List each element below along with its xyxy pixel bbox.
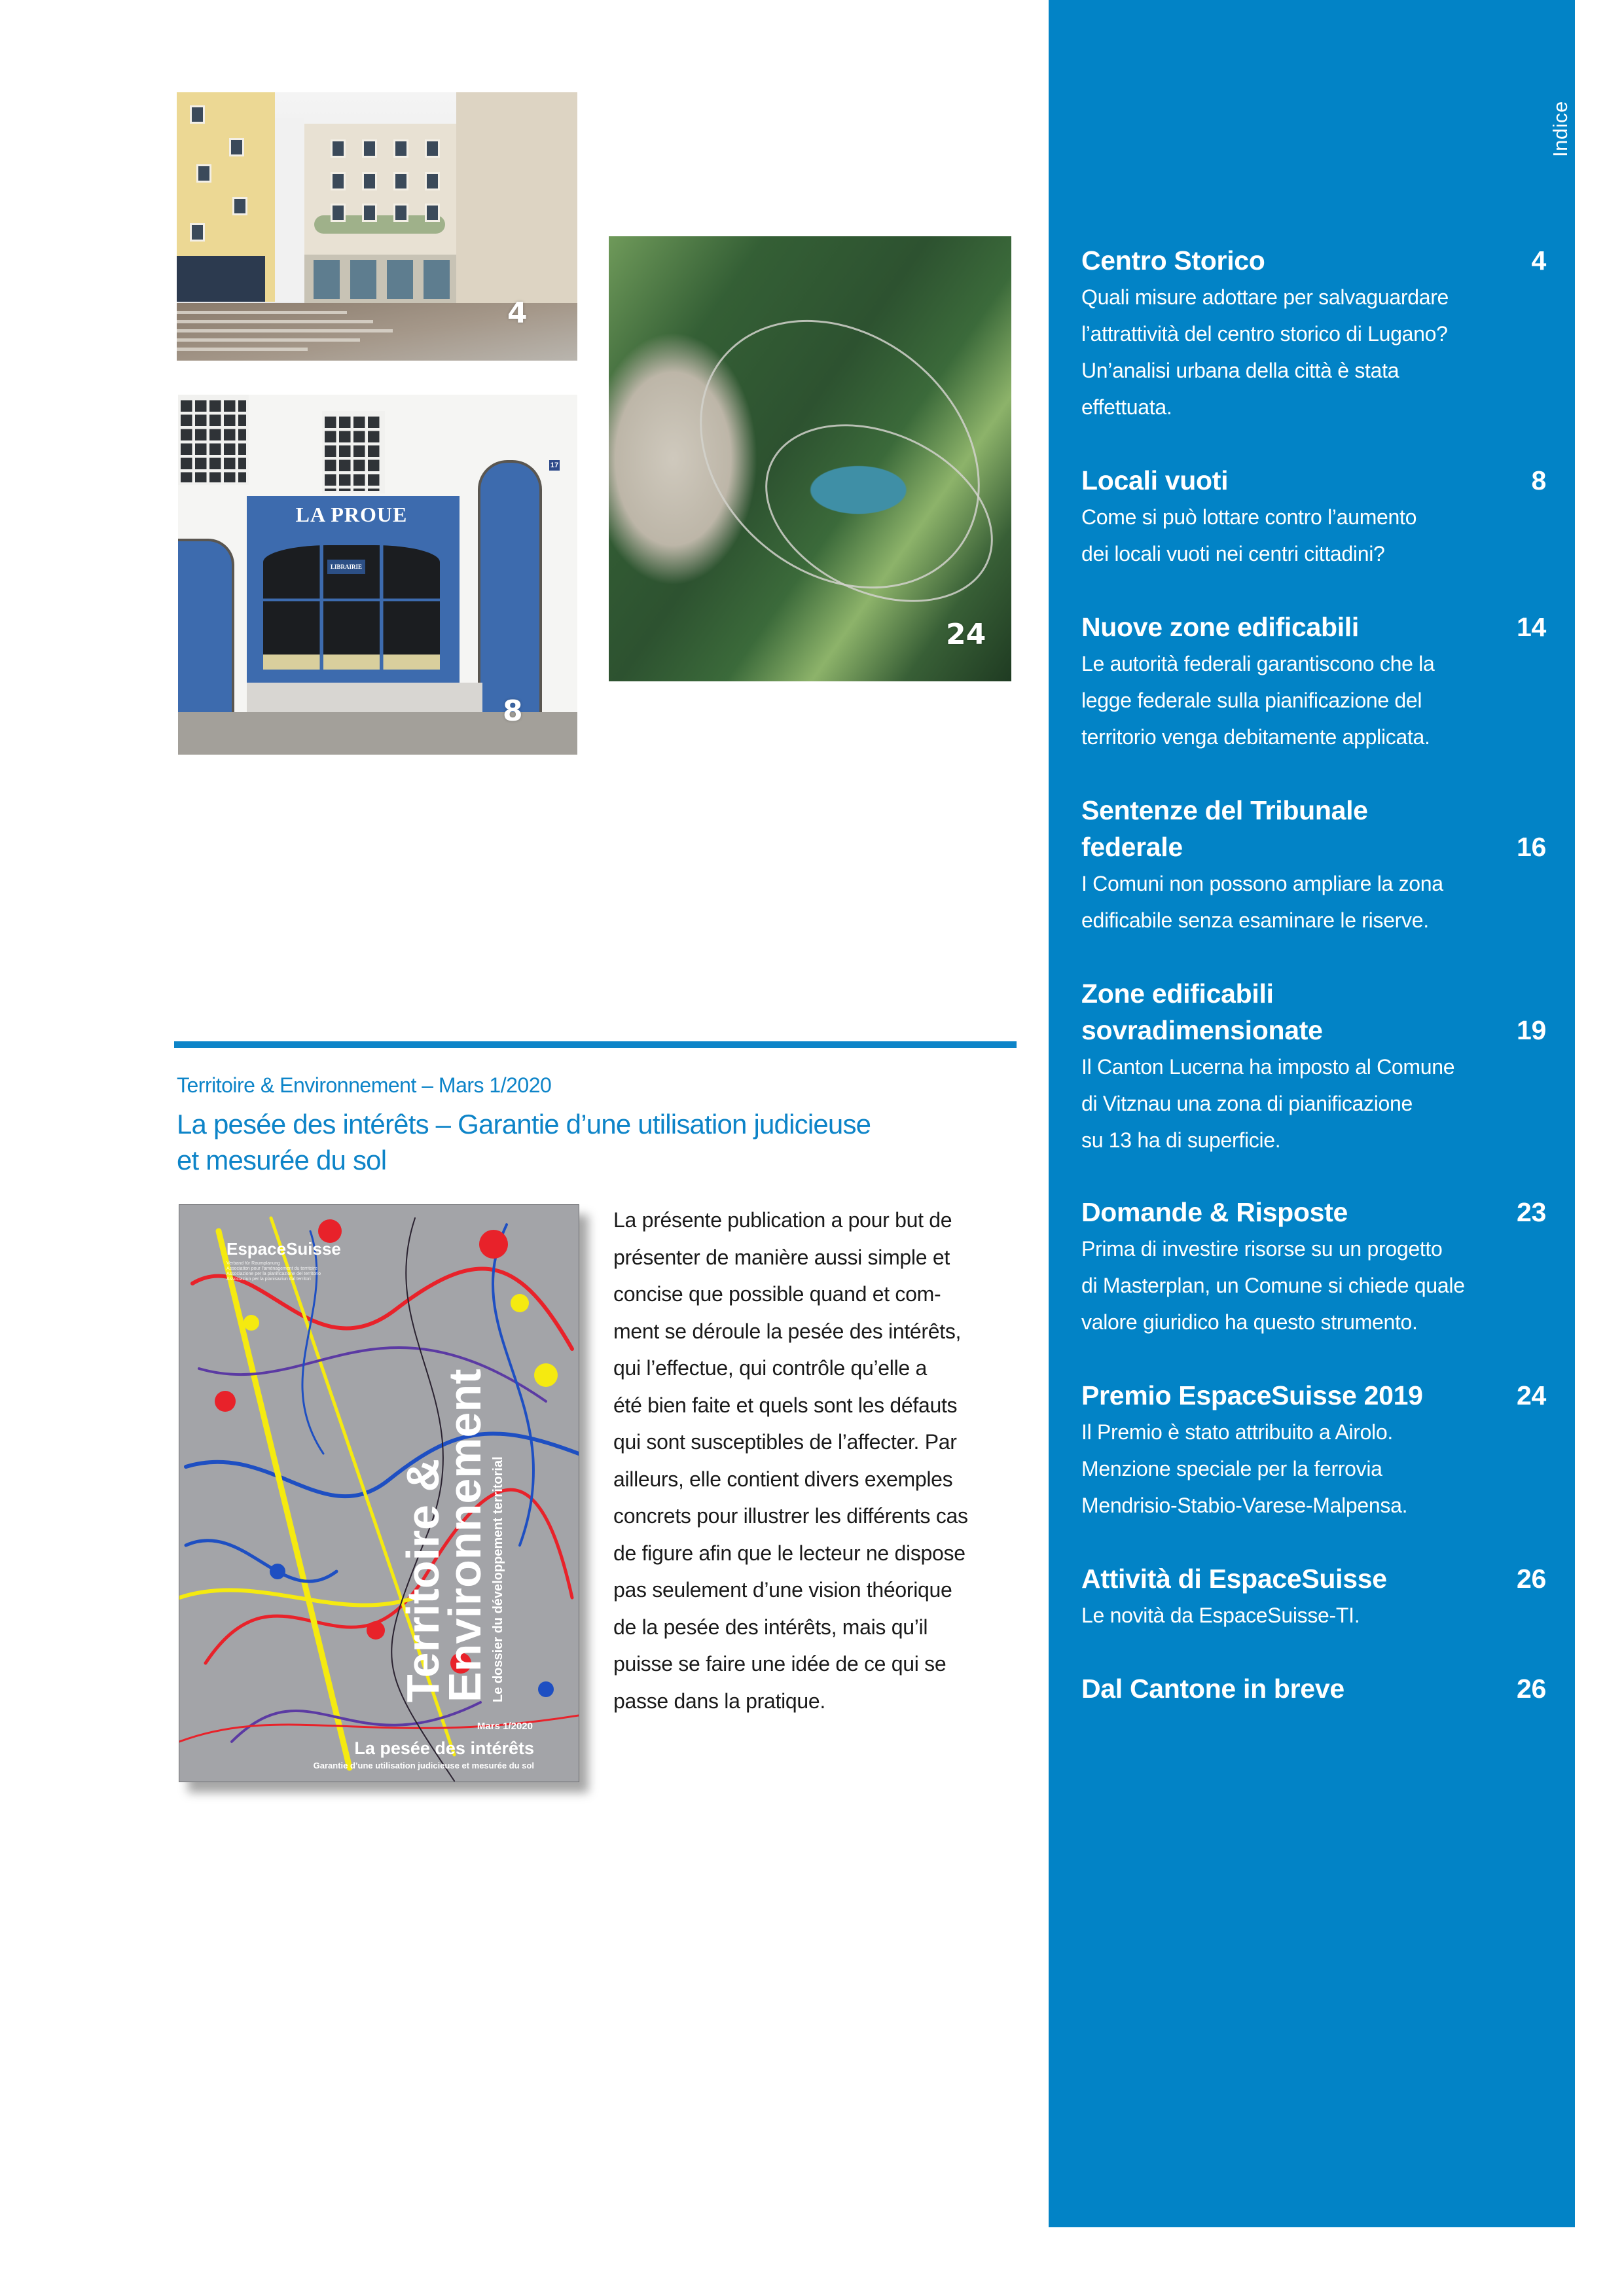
toc-title xyxy=(1081,609,1546,645)
toc-desc-line: Il Canton Lucerna ha imposto al Comune xyxy=(1081,1055,1455,1079)
toc-desc-line: l’attrattività del centro storico di Lugano? xyxy=(1081,322,1448,346)
cover-vertical-title xyxy=(397,1369,490,1702)
toc-entry-centro-storico[interactable] xyxy=(1081,242,1546,425)
toc-entry-domande-risposte[interactable] xyxy=(1081,1194,1546,1340)
cover-vertical-title-line: Territoire & xyxy=(397,1458,448,1702)
cover-association-lines xyxy=(226,1261,321,1282)
toc-desc-line: territorio venga debitamente applicata. xyxy=(1081,725,1430,749)
cover-date: Mars 1/2020 xyxy=(477,1721,533,1732)
toc-page-number: 24 xyxy=(1516,1380,1546,1410)
photo-door-left xyxy=(178,539,234,718)
toc-title xyxy=(1081,792,1546,865)
toc-desc-line: Menzione speciale per la ferrovia xyxy=(1081,1457,1382,1480)
toc-desc-line: valore giuridico ha questo strumento. xyxy=(1081,1310,1418,1334)
photo-page-number: 24 xyxy=(946,618,986,651)
toc-entry-sentenze-tribunale-federale[interactable] xyxy=(1081,792,1546,939)
body-line: présenter de manière aussi simple et xyxy=(613,1245,950,1269)
toc-desc-line: su 13 ha di superficie. xyxy=(1081,1128,1281,1152)
toc-page-number: 23 xyxy=(1516,1197,1546,1227)
toc-description xyxy=(1081,1049,1546,1158)
cover-association-line: Associazione per la pianificazione del territorio xyxy=(226,1272,321,1276)
toc-description xyxy=(1081,499,1546,572)
cover-subtitle: Garantie d’une utilisation judicieuse et mesurée du sol xyxy=(313,1761,534,1770)
cover-artwork xyxy=(179,1205,579,1782)
toc-entry-dal-cantone-in-breve[interactable] xyxy=(1081,1670,1546,1707)
index-label: Indice xyxy=(1549,101,1572,157)
toc-description xyxy=(1081,1230,1546,1340)
book-cover xyxy=(179,1204,579,1782)
toc-entry-locali-vuoti[interactable] xyxy=(1081,462,1546,572)
body-line: La présente publication a pour but de xyxy=(613,1208,952,1232)
body-line: passe dans la pratique. xyxy=(613,1689,825,1713)
toc-title-text: Attività di EspaceSuisse xyxy=(1081,1564,1387,1594)
toc-entry-nuove-zone-edificabili[interactable] xyxy=(1081,609,1546,755)
photo-arcade xyxy=(304,255,456,304)
cover-association-line: Association pour l’aménagement du territoire xyxy=(226,1266,317,1271)
toc-description xyxy=(1081,865,1546,939)
toc-desc-line: Prima di investire risorse su un progetto xyxy=(1081,1237,1443,1261)
toc-description xyxy=(1081,1597,1546,1634)
photo-window-middle xyxy=(322,411,385,493)
toc-page-number: 26 xyxy=(1516,1674,1546,1704)
photo-page-number: 8 xyxy=(503,694,523,728)
photo-plinth xyxy=(247,683,482,712)
photo-shopfront xyxy=(177,256,265,302)
toc-title-text: sovradimensionate xyxy=(1081,1015,1323,1045)
photo-librairie-label: LIBRAIRIE xyxy=(327,560,365,574)
toc-desc-line: di Masterplan, un Comune si chiede quale xyxy=(1081,1274,1465,1297)
body-line: pas seulement d’une vision théorique xyxy=(613,1578,952,1602)
toc-desc-line: Le novità da EspaceSuisse-TI. xyxy=(1081,1604,1360,1627)
photo-lugano-centro-storico xyxy=(177,92,577,361)
photo-window-left xyxy=(178,395,249,485)
toc-desc-line: Le autorità federali garantiscono che la xyxy=(1081,652,1435,675)
toc-desc-line: Mendrisio-Stabio-Varese-Malpensa. xyxy=(1081,1494,1408,1517)
toc-title xyxy=(1081,1560,1546,1597)
toc-title xyxy=(1081,462,1546,499)
body-line: de figure afin que le lecteur ne dispose xyxy=(613,1541,965,1565)
toc-title-text: Centro Storico xyxy=(1081,245,1265,276)
body-line: été bien faite et quels sont les défauts xyxy=(613,1393,958,1417)
toc-desc-line: effettuata. xyxy=(1081,395,1172,419)
body-line: concise que possible quand et com- xyxy=(613,1282,941,1306)
toc-title-text: Dal Cantone in breve xyxy=(1081,1674,1344,1704)
cover-association-line: Associaziun per la planisaziun dal territori xyxy=(226,1277,311,1282)
body-line: ment se déroule la pesée des intérêts, xyxy=(613,1319,962,1343)
toc-page-number: 14 xyxy=(1516,612,1546,642)
publication-kicker: Territoire & Environnement – Mars 1/2020 xyxy=(177,1073,552,1097)
toc-entry-premio-espacesuisse-2019[interactable] xyxy=(1081,1377,1546,1524)
body-line: ailleurs, elle contient divers exemples xyxy=(613,1467,953,1491)
toc-entry-attivita-espacesuisse[interactable] xyxy=(1081,1560,1546,1634)
toc-page-number: 19 xyxy=(1516,1015,1546,1045)
toc-description xyxy=(1081,645,1546,755)
toc-page-number: 16 xyxy=(1516,832,1546,862)
toc-title-text: Premio EspaceSuisse 2019 xyxy=(1081,1380,1423,1410)
toc-desc-line: Il Premio è stato attribuito a Airolo. xyxy=(1081,1420,1393,1444)
photo-airolo-aerial xyxy=(609,236,1011,681)
cover-vertical-title-line: Environnement xyxy=(439,1369,490,1702)
publication-title-line: La pesée des intérêts – Garantie d’une utilisation judicieuse xyxy=(177,1109,871,1139)
toc-desc-line: I Comuni non possono ampliare la zona xyxy=(1081,872,1443,895)
toc-description xyxy=(1081,1414,1546,1524)
publication-description xyxy=(613,1202,1019,1719)
toc-entry-zone-edificabili-sovradimensionate[interactable] xyxy=(1081,975,1546,1158)
toc-title xyxy=(1081,1194,1546,1230)
section-divider xyxy=(174,1041,1017,1048)
toc-desc-line: legge federale sulla pianificazione del xyxy=(1081,689,1422,712)
toc-title xyxy=(1081,1377,1546,1414)
body-line: qui l’effectue, qui contrôle qu’elle a xyxy=(613,1356,928,1380)
toc-desc-line: Quali misure adottare per salvaguardare xyxy=(1081,285,1449,309)
toc-title-text: Locali vuoti xyxy=(1081,465,1229,495)
body-line: de la pesée des intérêts, mais qu’il xyxy=(613,1615,928,1639)
toc-title xyxy=(1081,242,1546,279)
toc-desc-line: edificabile senza esaminare le riserve. xyxy=(1081,908,1429,932)
toc-desc-line: Un’analisi urbana della città è stata xyxy=(1081,359,1399,382)
photo-building-white xyxy=(275,118,304,302)
toc-title-text: Domande & Risposte xyxy=(1081,1197,1348,1227)
toc-page-number: 4 xyxy=(1531,245,1546,276)
cover-association-line: Verband für Raumplanung xyxy=(226,1261,280,1266)
toc-desc-line: di Vitznau una zona di pianificazione xyxy=(1081,1092,1413,1115)
photo-shop-sign: LA PROUE xyxy=(295,503,408,526)
body-line: puisse se faire une idée de ce qui se xyxy=(613,1652,947,1676)
toc-description xyxy=(1081,279,1546,425)
toc-title-text: federale xyxy=(1081,832,1183,862)
publication-title-line: et mesurée du sol xyxy=(177,1145,387,1175)
photo-house-number: 17 xyxy=(550,461,559,469)
toc-title-text: Nuove zone edificabili xyxy=(1081,612,1359,642)
photo-page-number: 4 xyxy=(507,296,528,330)
publication-title xyxy=(177,1106,1021,1178)
photo-building-right xyxy=(456,92,577,308)
cover-brand-logo: EspaceSuisse xyxy=(226,1239,341,1259)
toc-title xyxy=(1081,1670,1546,1707)
toc-desc-line: dei locali vuoti nei centri cittadini? xyxy=(1081,542,1385,565)
toc-title xyxy=(1081,975,1546,1049)
cover-vertical-subtitle: Le dossier du développement territorial xyxy=(491,1456,505,1702)
toc-page-number: 8 xyxy=(1531,465,1546,495)
photo-la-proue-shopfront xyxy=(178,395,577,755)
toc-title-text: Zone edificabili xyxy=(1081,978,1274,1009)
toc-page-number: 26 xyxy=(1516,1564,1546,1594)
body-line: qui sont susceptibles de l’affecter. Par xyxy=(613,1430,957,1454)
photo-door-right xyxy=(478,460,542,715)
toc-desc-line: Come si può lottare contro l’aumento xyxy=(1081,505,1417,529)
toc-title-text: Sentenze del Tribunale xyxy=(1081,795,1368,825)
cover-title: La pesée des intérêts xyxy=(354,1738,534,1758)
body-line: concrets pour illustrer les différents cas xyxy=(613,1504,968,1528)
